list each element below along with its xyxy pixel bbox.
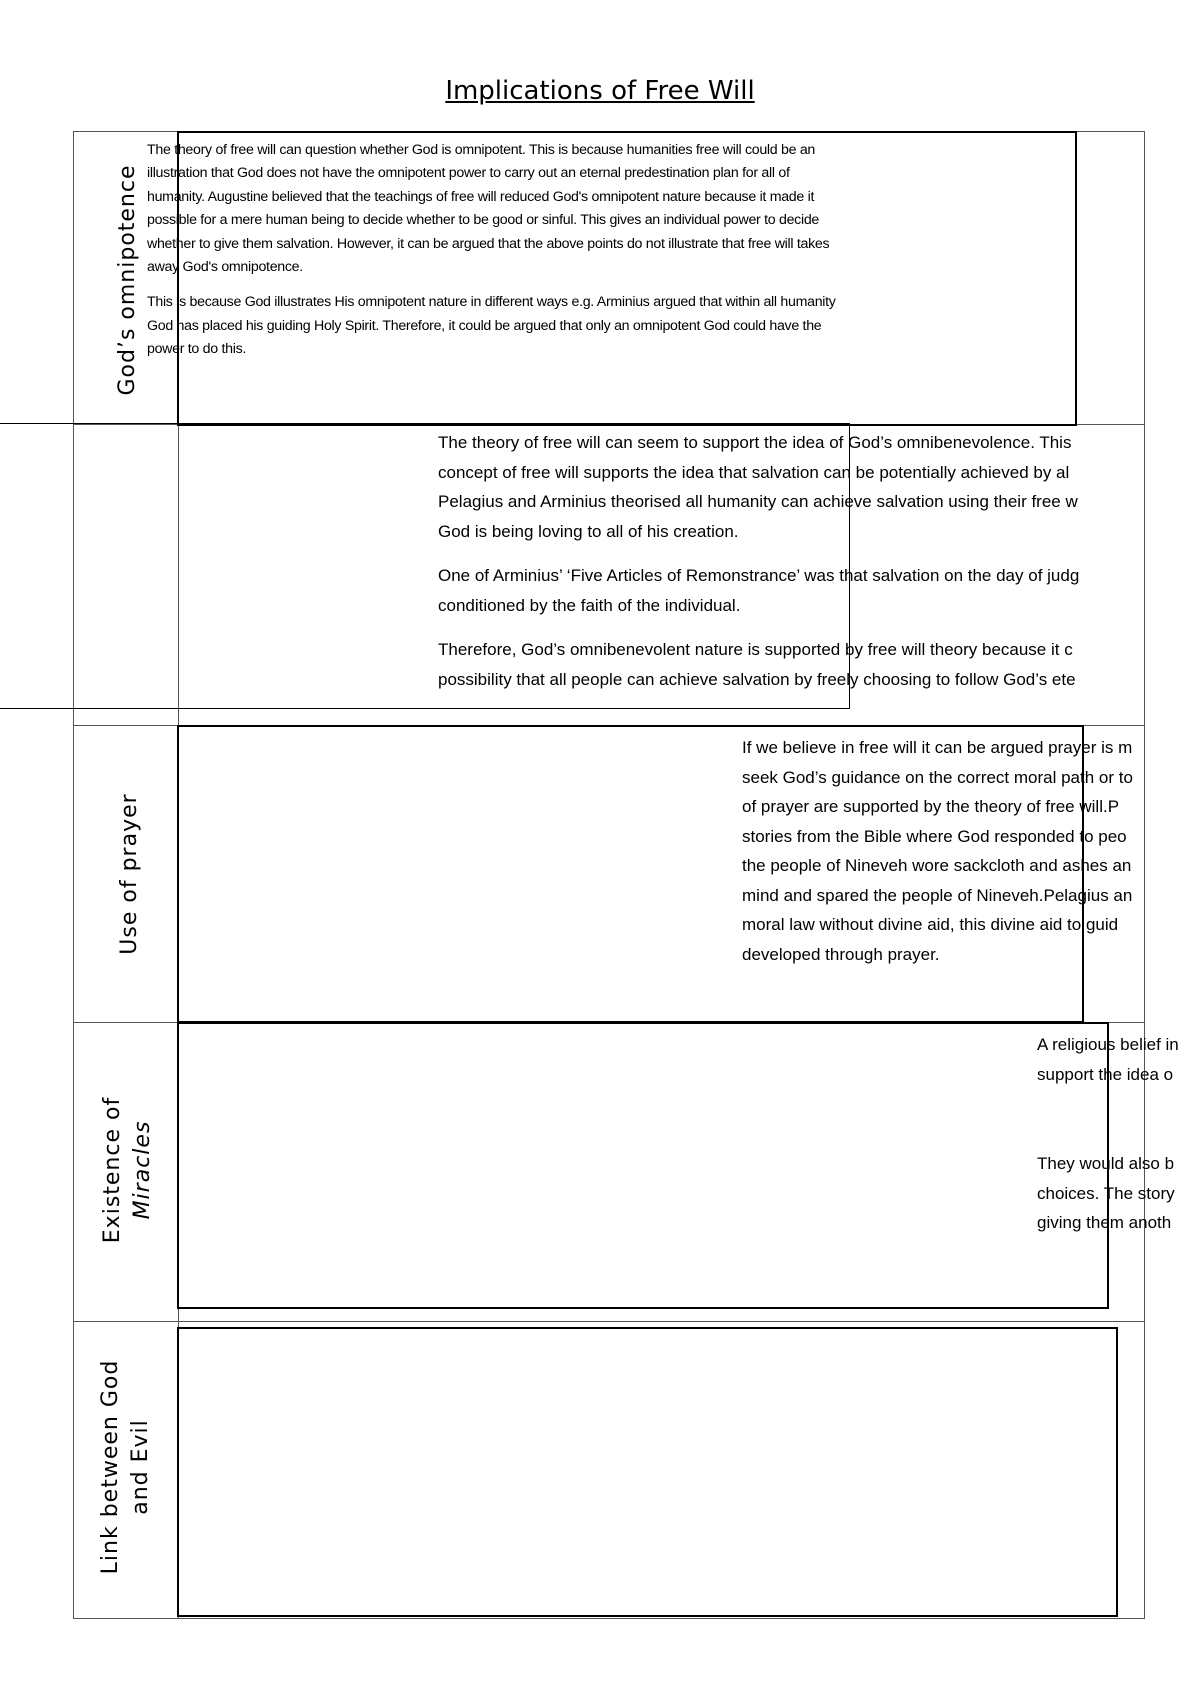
row-label-miracles: Existence of Miracles <box>100 1096 155 1244</box>
row-label-omnipotence: God’s omnipotence <box>115 164 140 396</box>
omnipotence-text: The theory of free will can question whether God is omnipotent. This is because humanities free will could be an illustration that God does not have the omnipotent power to carry out an eternal predestination plan for all of humanity. Augustine believed that the teachings of free will reduced God's omnipotent nature because it made it possible for a mere human being to decide whether to be good or sinful. This gives an individual power to decide whether to give them salvation. However, it can be argued that the above points do not illustrate that free will takes away God's omnipotence. This is because God illustrates His omnipotent nature in different ways e.g. Arminius argued that within all humanity God has placed his guiding Holy Spirit. Therefore, it could be argued that only an omnipotent God could have the power to do this. <box>147 142 836 358</box>
answer-box-god-and-evil[interactable] <box>177 1327 1118 1617</box>
omnibenevolence-text-clip <box>430 428 1200 708</box>
prayer-text-clip <box>740 733 1200 973</box>
miracles-text: A religious belief in support the idea o They would also b choices. The story giving them anoth <box>1037 1035 1179 1232</box>
omnibenevolence-text: The theory of free will can seem to support the idea of God’s omnibenevolence. This concept of free will supports the idea that salvation can be potentially achieved by al Pelagius and Arminius theorised all humanity can achieve salvation using their free w God is being loving to all of his creation. One of Arminius’ ‘Five Articles of Remonstrance’ was that salvation on the day of judg conditioned by the faith of the individual. Therefore, God’s omnibenevolent nature is supported by free will theory because it c possibility that all people can achieve salvation by freely choosing to follow God’s ete <box>438 433 1080 689</box>
row-label-prayer: Use of prayer <box>117 793 142 955</box>
miracles-text-clip <box>1035 1030 1200 1240</box>
prayer-text: If we believe in free will it can be argued prayer is m seek God’s guidance on the correct moral path or to of prayer are supported by the theory of free will.P stories from the Bible where God responded to peo the people of Nineveh wore sackcloth and ashes an mind and spared the people of Nineveh.Pelagius an moral law without divine aid, this divine aid to guid developed through prayer. <box>742 738 1133 964</box>
answer-box-miracles[interactable] <box>177 1022 1109 1309</box>
row-label-god-and-evil: Link between God and Evil <box>98 1359 153 1575</box>
row-divider <box>73 1321 1145 1322</box>
page-title: Implications of Free Will <box>445 76 755 106</box>
